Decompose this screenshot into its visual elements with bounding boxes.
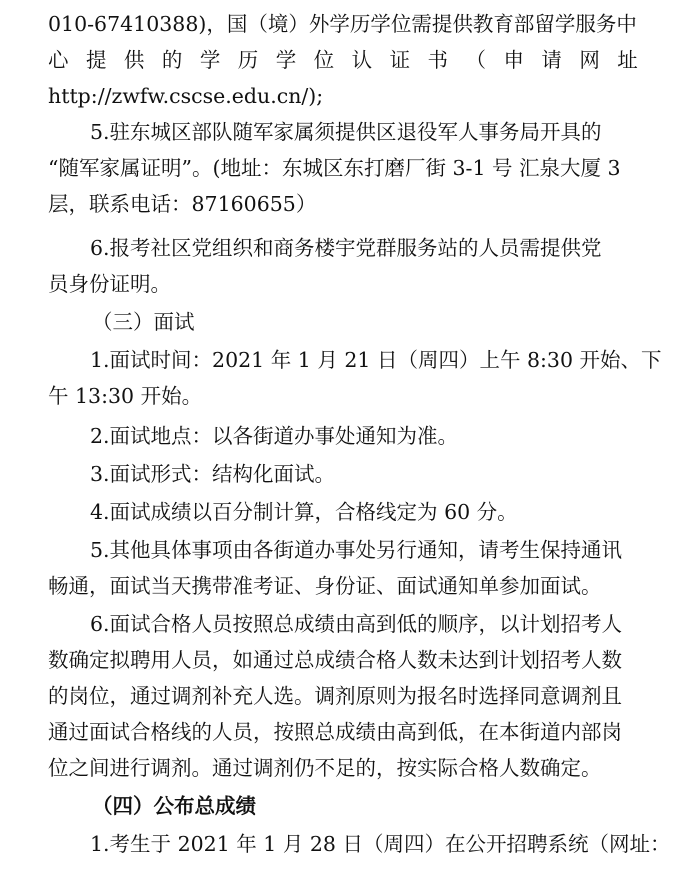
text-line-10: 1.面试时间：2021 年 1 月 21 日（周四）上午 8:30 开始、下 <box>90 348 662 372</box>
glyph: 历 <box>237 48 259 72</box>
text-line-18: 数确定拟聘用人员，如通过总成绩合格人数未达到计划招考人数 <box>48 648 622 672</box>
glyph: 提 <box>85 48 107 72</box>
glyph: 证 <box>389 48 411 72</box>
text-line-3-url: http://zwfw.cscse.edu.cn/); <box>48 84 324 108</box>
text-line-14: 4.面试成绩以百分制计算，合格线定为 60 分。 <box>90 500 518 524</box>
section-heading-scores: （四）公布总成绩 <box>92 794 256 818</box>
text-line-16: 畅通，面试当天携带准考证、身份证、面试通知单参加面试。 <box>48 574 602 598</box>
glyph: 请 <box>541 48 562 72</box>
text-line-13: 3.面试形式：结构化面试。 <box>90 462 336 486</box>
text-line-20: 通过面试合格线的人员，按照总成绩由高到低，在本街道内部岗 <box>48 720 622 744</box>
text-line-7: 6.报考社区党组织和商务楼宇党群服务站的人员需提供党 <box>90 236 602 260</box>
glyph: 学 <box>275 48 297 72</box>
text-line-12: 2.面试地点：以各街道办事处通知为准。 <box>90 424 459 448</box>
text-line-1: 010-67410388)，国（境）外学历学位需提供教育部留学服务中 <box>48 12 637 36</box>
text-line-11: 午 13:30 开始。 <box>48 384 203 408</box>
text-line-23: 1.考生于 2021 年 1 月 28 日（周四）在公开招聘系统（网址： <box>90 832 671 856</box>
text-line-6: 层，联系电话：87160655） <box>48 192 317 216</box>
text-line-15: 5.其他具体事项由各街道办事处另行通知，请考生保持通讯 <box>90 538 623 562</box>
text-line-19: 的岗位，通过调剂补充人选。调剂原则为报名时选择同意调剂且 <box>48 684 622 708</box>
glyph: 认 <box>351 48 373 72</box>
glyph: 书 <box>427 48 449 72</box>
text-line-8: 员身份证明。 <box>48 272 171 296</box>
glyph: 心 <box>48 48 69 72</box>
text-line-4: 5.驻东城区部队随军家属须提供区退役军人事务局开具的 <box>90 120 602 144</box>
glyph: 供 <box>123 48 145 72</box>
glyph: 申 <box>503 48 524 72</box>
glyph: 位 <box>313 48 335 72</box>
text-line-2-justified <box>0 42 638 78</box>
glyph: 网 <box>579 48 600 72</box>
glyph: 址 <box>617 48 638 72</box>
glyph: 的 <box>161 48 183 72</box>
section-heading-interview: （三）面试 <box>92 310 195 334</box>
text-line-21: 位之间进行调剂。通过调剂仍不足的，按实际合格人数确定。 <box>48 756 602 780</box>
glyph: 学 <box>199 48 221 72</box>
text-line-5: “随军家属证明”。(地址：东城区东打磨厂街 3-1 号 汇泉大厦 3 <box>48 156 621 180</box>
text-line-17: 6.面试合格人员按照总成绩由高到低的顺序，以计划招考人 <box>90 612 623 636</box>
glyph: （ <box>465 48 486 72</box>
